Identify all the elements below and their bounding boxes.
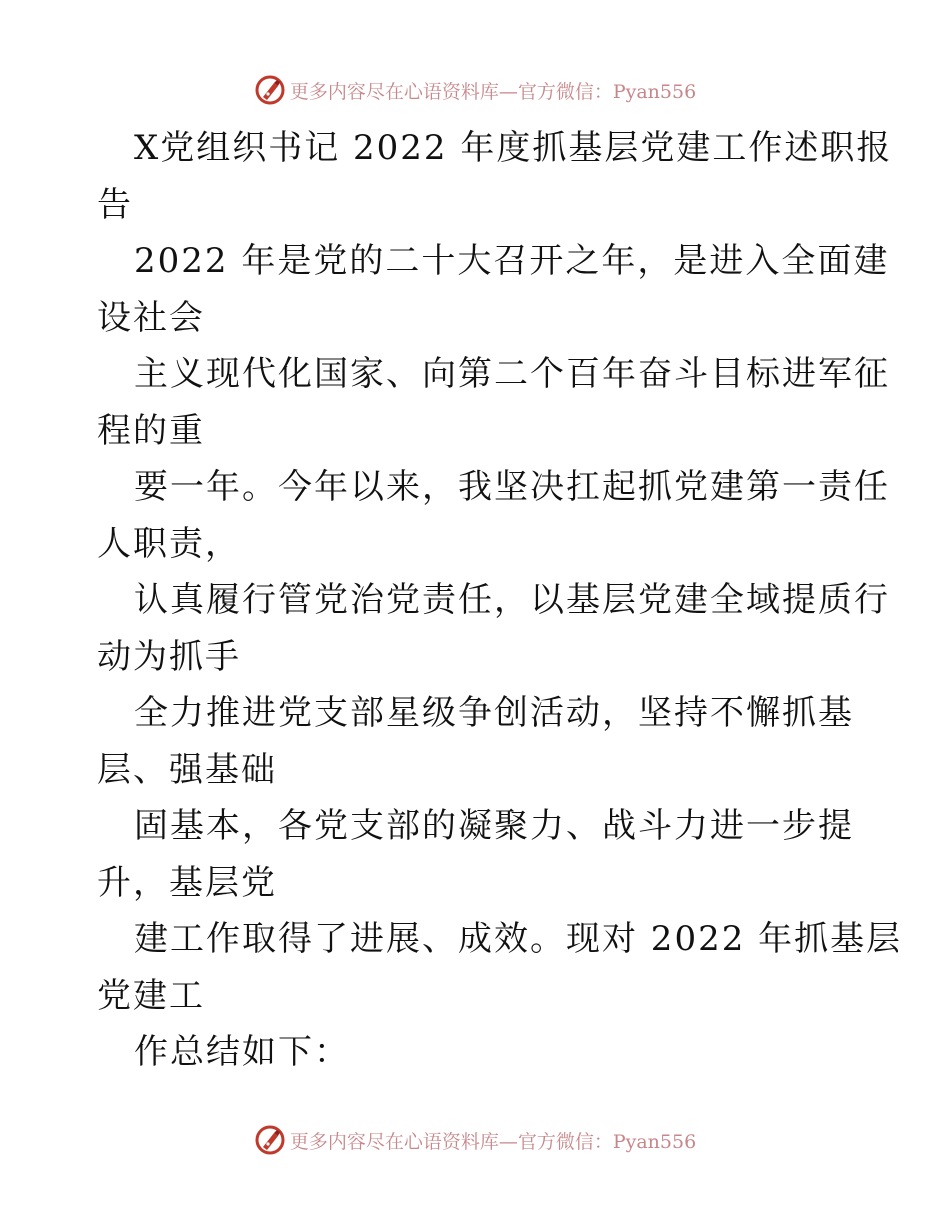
paragraph-line: 人职责， (97, 523, 241, 564)
header-banner (0, 70, 950, 110)
title-line-2: 告 (97, 184, 133, 225)
footer-banner-inner (254, 1124, 696, 1156)
paragraph-line: 作总结如下： (134, 1032, 350, 1072)
paragraph-line: 程的重 (97, 410, 205, 451)
paragraph-line: 全力推进党支部星级争创活动，坚持不懈抓基 (134, 693, 854, 733)
footer-banner-text: 更多内容尽在心语资料库—官方微信：Pyan556 (289, 1130, 697, 1153)
header-banner-text: 更多内容尽在心语资料库—官方微信：Pyan556 (289, 80, 697, 103)
paragraph-line: 层、强基础 (97, 749, 277, 790)
paragraph-line: 建工作取得了进展、成效。现对 2022 年抓基层 (134, 919, 903, 959)
paragraph-line: 要一年。今年以来，我坚决扛起抓党建第一责任 (134, 467, 890, 507)
footer-banner (0, 1120, 950, 1160)
title-line-1: X党组织书记 2022 年度抓基层党建工作述职报 (134, 128, 893, 168)
paragraph-line: 升，基层党 (97, 862, 277, 903)
fountain-pen-logo-icon (254, 74, 286, 106)
paragraph-line: 动为抓手 (97, 636, 241, 677)
paragraph-line: 2022 年是党的二十大召开之年，是进入全面建 (134, 241, 890, 281)
paragraph-line: 党建工 (97, 975, 205, 1016)
document-body (97, 120, 903, 1081)
paragraph-line: 固基本，各党支部的凝聚力、战斗力进一步提 (134, 806, 854, 846)
paragraph-line: 设社会 (97, 297, 205, 338)
paragraph-line: 认真履行管党治党责任，以基层党建全域提质行 (134, 580, 890, 620)
paragraph-line: 主义现代化国家、向第二个百年奋斗目标进军征 (134, 354, 890, 394)
fountain-pen-logo-icon (254, 1124, 286, 1156)
header-banner-inner (254, 74, 696, 106)
